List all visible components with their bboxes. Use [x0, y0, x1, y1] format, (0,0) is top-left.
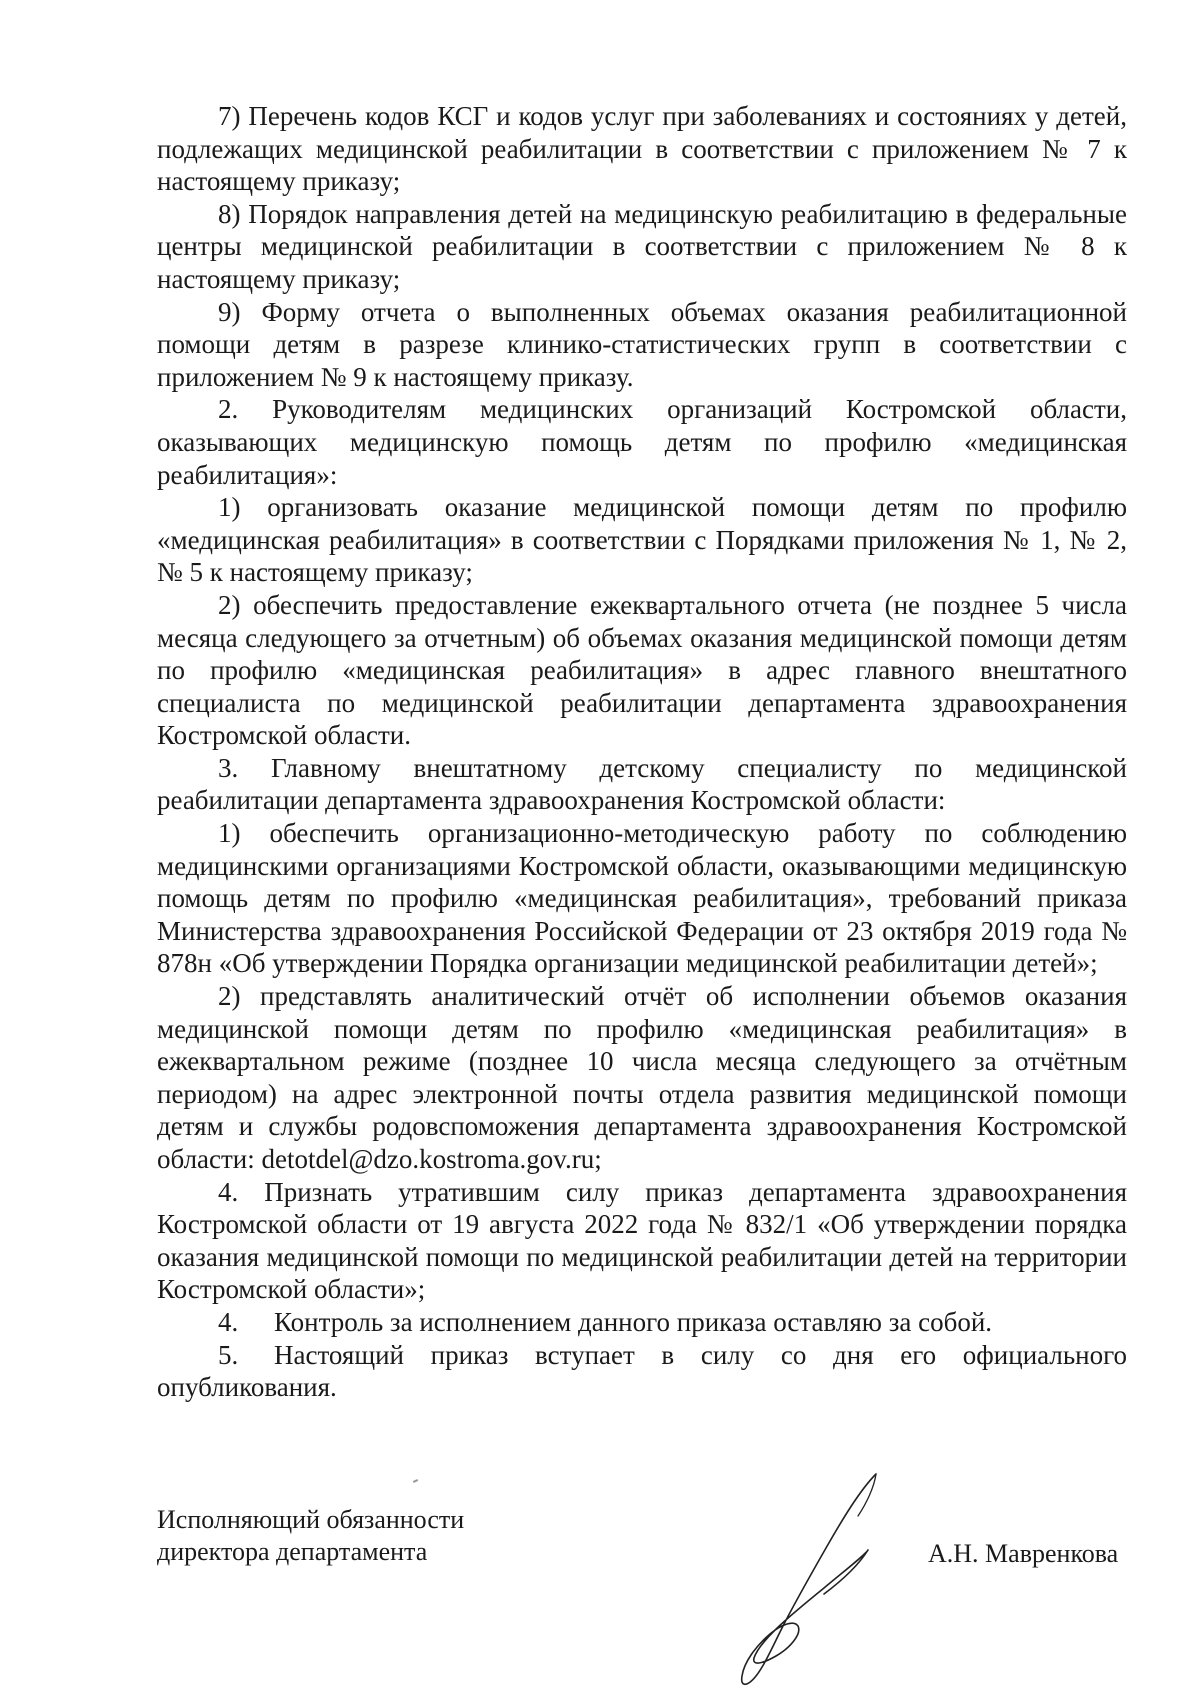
clause-number: 5.: [218, 1339, 239, 1370]
clause-text: Настоящий приказ вступает в силу со дня его официального опубликования.: [157, 1339, 1127, 1403]
paragraph-clause-5-effective: [157, 1339, 1127, 1404]
scan-speck: [413, 1479, 418, 1483]
signatory-title-line-1: Исполняющий обязанности: [157, 1505, 465, 1534]
paragraph-clause-2-sub-2: 2) обеспечить предоставление ежеквартального отчета (не позднее 5 числа месяца следующего за отчетным) об объемах оказания медицинской помощи детям по профилю «медицинская реабилитация» в адрес главного внештатного специалиста по медицинской реабилитации департамента здравоохранения Костромской области.: [157, 589, 1127, 751]
document-body: [157, 100, 1127, 1404]
paragraph-clause-3-sub-1: 1) обеспечить организационно-методическую работу по соблюдению медицинскими организациями Костромской области, оказывающими медицинскую помощь детям по профилю «медицинская реабилитация», требований приказа Министерства здравоохранения Российской Федерации от 23 октября 2019 года № 878н «Об утверждении Порядка организации медицинской реабилитации детей»;: [157, 818, 1127, 979]
paragraph-clause-4: 4. Признать утратившим силу приказ департамента здравоохранения Костромской области от 19 августа 2022 года № 832/1 «Об утверждении порядка оказания медицинской помощи по медицинской реабилитации детей на территории Костромской области»;: [157, 1176, 1127, 1305]
signatory-title: [157, 1504, 464, 1568]
paragraph-clause-3-sub-2: 2) представлять аналитический отчёт об исполнении объемов оказания медицинской помощи детям по профилю «медицинская реабилитация» в ежеквартальном режиме (позднее 10 числа месяца следующего за отчётным периодом) на адрес электронной почты отдела развития медицинской помощи детям и службы родовспоможения департамента здравоохранения Костромской области: detotdel@dzo.kostroma.gov.ru;: [157, 981, 1127, 1174]
paragraph-clause-3: 3. Главному внештатному детскому специалисту по медицинской реабилитации департамента здравоохранения Костромской области:: [157, 752, 1127, 816]
paragraph-clause-4-control: [157, 1306, 1127, 1339]
paragraph-clause-2-sub-1: 1) организовать оказание медицинской помощи детям по профилю «медицинская реабилитация» в соответствии с Порядками приложения № 1, № 2, № 5 к настоящему приказу;: [157, 492, 1127, 588]
clause-number: 4.: [218, 1306, 239, 1337]
handwritten-signature: [690, 1470, 910, 1690]
paragraph-clause-2: 2. Руководителям медицинских организаций Костромской области, оказывающих медицинскую помощь детям по профилю «медицинская реабилитация»:: [157, 394, 1127, 490]
clause-text: Контроль за исполнением данного приказа оставляю за собой.: [274, 1306, 993, 1337]
paragraph-item-9: 9) Форму отчета о выполненных объемах оказания реабилитационной помощи детям в разрезе клинико-статистических групп в соответствии с приложением № 9 к настоящему приказу.: [157, 296, 1127, 392]
signatory-name: А.Н. Мавренкова: [928, 1539, 1119, 1568]
signatory-title-line-2: директора департамента: [157, 1537, 428, 1566]
paragraph-item-8: 8) Порядок направления детей на медицинскую реабилитацию в федеральные центры медицинской реабилитации в соответствии с приложением № 8 к настоящему приказу;: [157, 198, 1127, 294]
paragraph-item-7: 7) Перечень кодов КСГ и кодов услуг при заболеваниях и состояниях у детей, подлежащих медицинской реабилитации в соответствии с приложением № 7 к настоящему приказу;: [157, 101, 1127, 197]
